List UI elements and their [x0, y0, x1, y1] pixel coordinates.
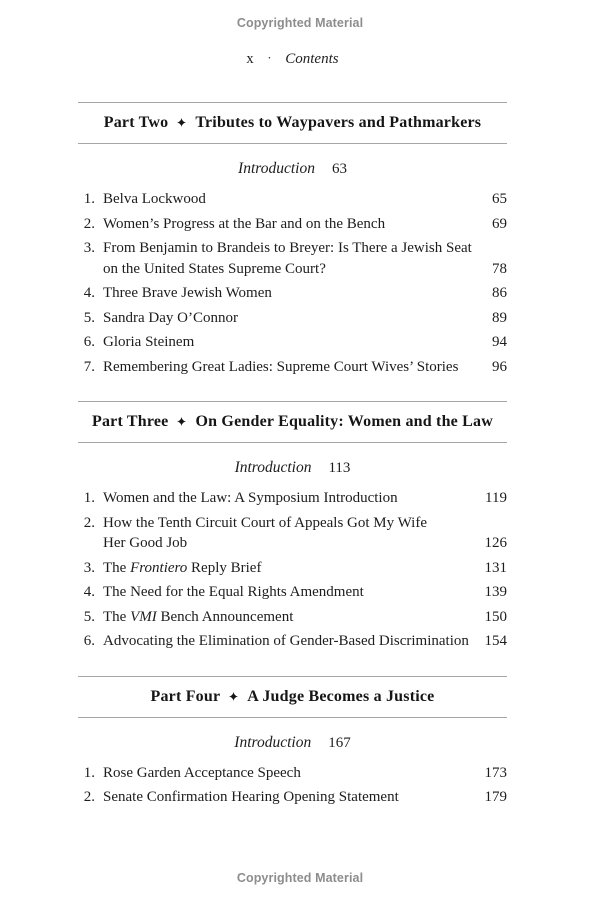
- part-heading: [78, 676, 507, 718]
- entry-title: The Need for the Equal Rights Amendment: [103, 584, 364, 600]
- part-heading: [78, 401, 507, 443]
- toc-entry: [78, 357, 507, 378]
- entry-number: 5.: [83, 309, 95, 326]
- entry-number: 7.: [83, 358, 95, 375]
- toc-entry: [78, 607, 507, 628]
- introduction-page-number: 63: [331, 161, 347, 177]
- entry-page-number: 173: [484, 764, 507, 781]
- entry-title: Three Brave Jewish Women: [103, 285, 272, 301]
- entry-page-number: 119: [485, 490, 507, 506]
- running-head-separator-dot: ·: [267, 50, 272, 65]
- part-two-section: [78, 102, 507, 377]
- entry-title: Sandra Day O’Connor: [103, 309, 238, 326]
- running-head-page-number: x: [246, 51, 254, 67]
- part-three-section: [78, 401, 507, 652]
- entry-title: Senate Confirmation Hearing Opening Statement: [103, 789, 399, 805]
- entry-page-number: 131: [484, 559, 507, 576]
- toc-entry: [78, 214, 507, 235]
- toc-entry: [78, 238, 507, 279]
- entry-title: Rose Garden Acceptance Speech: [103, 764, 301, 781]
- toc-entry: [78, 488, 507, 509]
- toc-entry: [78, 332, 507, 353]
- part-label: Part Four: [150, 687, 221, 705]
- toc-entry: [78, 763, 507, 784]
- entry-title: Remembering Great Ladies: Supreme Court Wives’ Stories: [103, 358, 459, 375]
- entry-title: [103, 513, 485, 554]
- toc-entry: [78, 631, 507, 652]
- entry-title: Advocating the Elimination of Gender-Based Discrimination: [103, 633, 469, 649]
- entry-number: 4.: [83, 584, 95, 600]
- entry-page-number: 150: [484, 608, 507, 625]
- entry-title: [103, 558, 485, 579]
- page-content: [78, 0, 507, 808]
- copyright-notice-bottom: Copyrighted Material: [236, 871, 364, 885]
- entry-page-number: 126: [484, 535, 507, 551]
- part-heading: [78, 102, 507, 144]
- entry-page-number: 179: [484, 789, 507, 805]
- entry-page-number: 78: [492, 260, 507, 277]
- toc-entry: [78, 513, 507, 554]
- entry-title: [103, 607, 485, 628]
- part-label: Part Three: [91, 413, 169, 430]
- toc-entry: [78, 189, 507, 210]
- entry-number: 2.: [83, 789, 95, 805]
- introduction-label: Introduction: [238, 160, 315, 177]
- toc-list: [78, 763, 507, 808]
- toc-entry: [78, 787, 507, 808]
- part-title: On Gender Equality: Women and the Law: [195, 413, 494, 430]
- entry-number: 1.: [83, 191, 95, 207]
- entry-title-text: The: [103, 559, 131, 576]
- entry-number: 6.: [83, 334, 95, 350]
- entry-number: 1.: [83, 490, 95, 506]
- entry-title: Women and the Law: A Symposium Introduction: [103, 490, 398, 506]
- entry-title: [103, 238, 492, 279]
- part-title: Tributes to Waypavers and Pathmarkers: [195, 114, 482, 131]
- four-pointed-star-icon: [229, 687, 238, 706]
- entry-title-italic: Frontiero: [130, 559, 188, 576]
- entry-page-number: 94: [492, 334, 507, 350]
- entry-number: 2.: [83, 514, 95, 531]
- entry-title-text: Reply Brief: [187, 559, 262, 576]
- toc-entry: [78, 582, 507, 603]
- entry-number: 3.: [83, 240, 95, 256]
- entry-title-text: The: [103, 608, 131, 625]
- four-pointed-star-icon: [177, 113, 186, 132]
- entry-number: 2.: [83, 215, 95, 232]
- entry-number: 4.: [83, 285, 95, 301]
- toc-entry: [78, 308, 507, 329]
- entry-page-number: 69: [492, 215, 507, 232]
- entry-page-number: 89: [492, 309, 507, 326]
- entry-title-line-1: How the Tenth Circuit Court of Appeals Got My Wife: [103, 514, 428, 531]
- running-head: [78, 50, 507, 68]
- part-four-section: [78, 676, 507, 808]
- entry-title-italic: VMI: [130, 608, 157, 625]
- entry-title-line-1: From Benjamin to Brandeis to Breyer: Is There a Jewish Seat: [103, 240, 472, 256]
- introduction-label: Introduction: [234, 459, 312, 476]
- introduction-page-number: 167: [328, 734, 351, 751]
- toc-entry: [78, 283, 507, 304]
- entry-number: 1.: [83, 764, 95, 781]
- introduction-line: [78, 458, 507, 478]
- introduction-line: [78, 733, 507, 753]
- toc-list: [78, 488, 507, 652]
- entry-title: Gloria Steinem: [103, 334, 195, 350]
- entry-title-line-2: Her Good Job: [103, 535, 188, 551]
- entry-title: Women’s Progress at the Bar and on the Bench: [103, 215, 386, 232]
- part-label: Part Two: [103, 114, 169, 131]
- toc-entry: [78, 558, 507, 579]
- entry-number: 5.: [83, 608, 95, 625]
- entry-page-number: 96: [492, 358, 507, 375]
- copyright-notice-top: Copyrighted Material: [236, 16, 364, 30]
- entry-page-number: 86: [492, 285, 507, 301]
- introduction-line: [78, 159, 507, 179]
- four-pointed-star-icon: [177, 412, 186, 431]
- entry-number: 6.: [83, 633, 95, 649]
- entry-title-line-2: on the United States Supreme Court?: [103, 260, 326, 277]
- entry-page-number: 154: [484, 633, 507, 649]
- entry-page-number: 65: [492, 191, 507, 207]
- part-title: A Judge Becomes a Justice: [247, 687, 435, 705]
- toc-list: [78, 189, 507, 377]
- entry-title: Belva Lockwood: [103, 191, 206, 207]
- entry-title-text: Bench Announcement: [156, 608, 294, 625]
- introduction-label: Introduction: [234, 733, 312, 751]
- entry-number: 3.: [83, 559, 95, 576]
- introduction-page-number: 113: [328, 460, 351, 476]
- entry-page-number: 139: [484, 584, 507, 600]
- running-head-title: Contents: [285, 51, 339, 67]
